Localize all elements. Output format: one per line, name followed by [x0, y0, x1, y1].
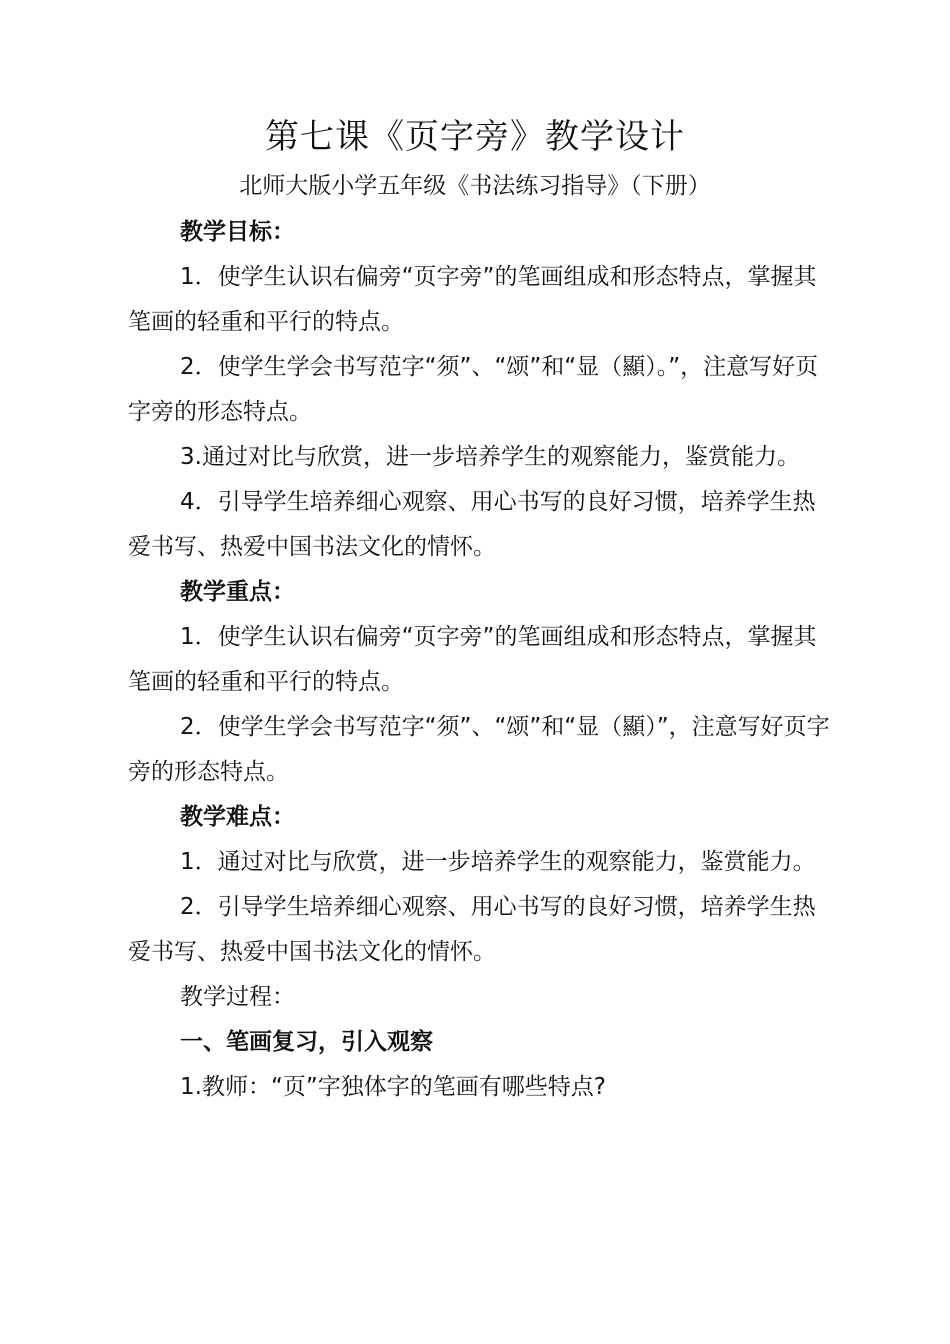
difficulty-item: 2．引导学生培养细心观察、用心书写的良好习惯，培养学生热爱书写、热爱中国书法文化的情怀。 [128, 894, 816, 965]
section1-item: 1.教师：“页”字独体字的笔画有哪些特点? [180, 1074, 606, 1100]
document-subtitle: 北师大版小学五年级《书法练习指导》（下册） [239, 173, 711, 199]
objective-item: 2．使学生学会书写范字“须”、“颂”和“显（顯）。”，注意写好页字旁的形态特点。 [128, 354, 819, 425]
section1-heading: 一、笔画复习，引入观察 [180, 1029, 433, 1055]
process-heading: 教学过程： [180, 984, 295, 1010]
document-title: 第七课《页字旁》教学设计 [265, 117, 685, 157]
difficulties-heading: 教学难点： [180, 804, 295, 830]
document-body [128, 210, 838, 1110]
key-points-heading: 教学重点： [180, 579, 295, 605]
objective-item: 3.通过对比与欣赏，进一步培养学生的观察能力，鉴赏能力。 [180, 444, 800, 470]
objectives-heading: 教学目标： [180, 219, 295, 245]
key-point-item: 1．使学生认识右偏旁“页字旁”的笔画组成和形态特点，掌握其笔画的轻重和平行的特点。 [128, 624, 817, 695]
objective-item: 1．使学生认识右偏旁“页字旁”的笔画组成和形态特点，掌握其笔画的轻重和平行的特点。 [128, 264, 817, 335]
difficulty-item: 1．通过对比与欣赏，进一步培养学生的观察能力，鉴赏能力。 [180, 849, 816, 875]
objective-item: 4．引导学生培养细心观察、用心书写的良好习惯，培养学生热爱书写、热爱中国书法文化的情怀。 [128, 489, 816, 560]
key-point-item: 2．使学生学会书写范字“须”、“颂”和“显（顯）”，注意写好页字旁的形态特点。 [128, 714, 830, 785]
